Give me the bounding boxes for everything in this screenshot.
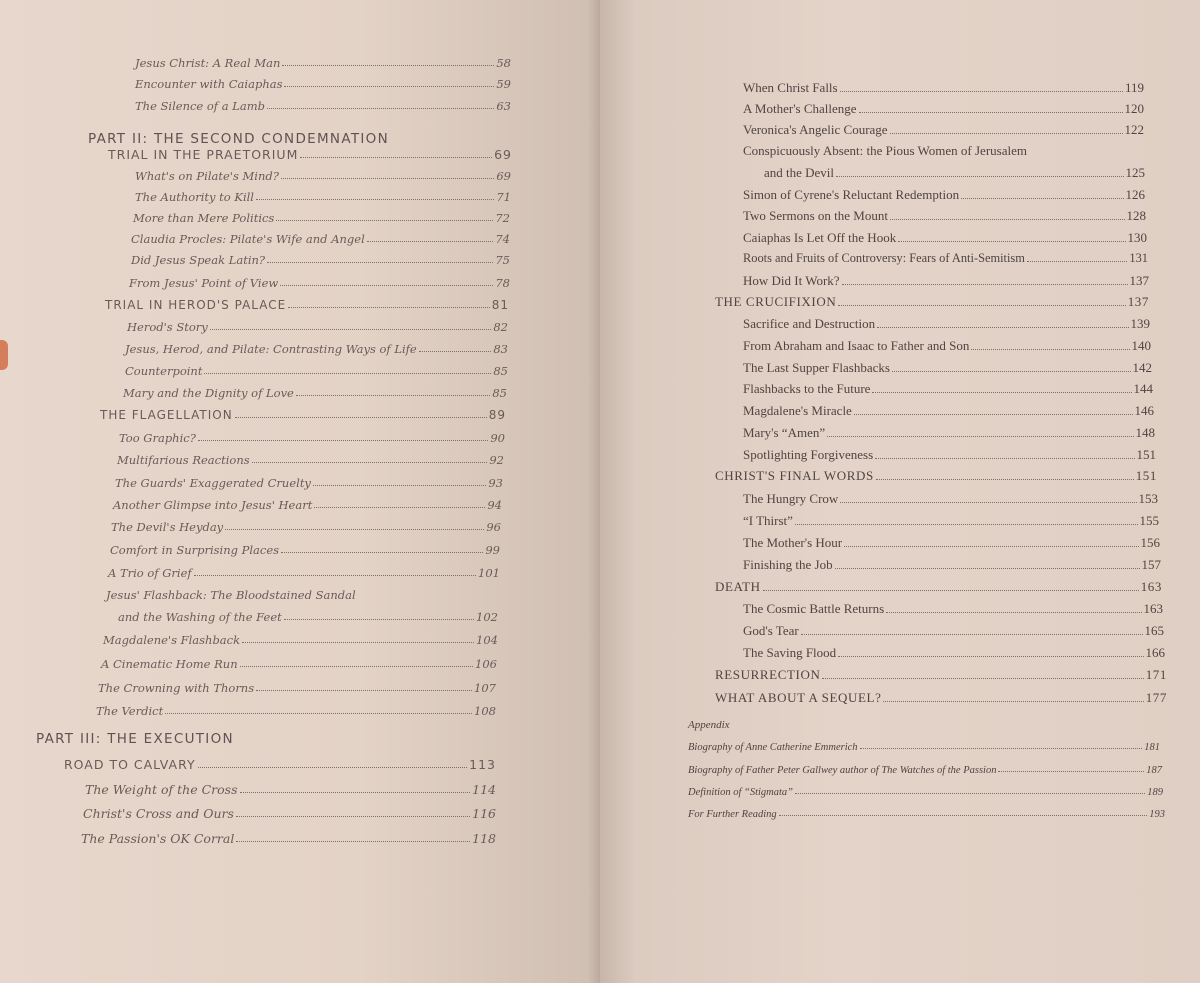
toc-entry[interactable]: Magdalene's Flashback 104	[103, 633, 498, 647]
toc-entry-line1: Conspicuously Absent: the Pious Women of Jerusalem	[743, 143, 1027, 158]
toc-entry[interactable]: Mary's “Amen” 148	[743, 425, 1155, 440]
toc-entry[interactable]: The Mother's Hour 156	[743, 535, 1160, 550]
toc-entry[interactable]: The Crowning with Thorns 107	[98, 681, 496, 695]
right-page	[600, 0, 1200, 983]
toc-entry[interactable]: Encounter with Caiaphas 59	[135, 77, 511, 91]
toc-entry[interactable]: Flashbacks to the Future 144	[743, 381, 1153, 396]
toc-entry[interactable]: Multifarious Reactions 92	[117, 453, 504, 467]
toc-entry[interactable]: From Abraham and Isaac to Father and Son 140	[743, 338, 1151, 353]
toc-entry[interactable]: The Silence of a Lamb 63	[135, 99, 511, 113]
toc-entry[interactable]: A Trio of Grief 101	[108, 566, 500, 580]
toc-entry[interactable]: Herod's Story 82	[127, 320, 508, 334]
toc-entry[interactable]: Finishing the Job 157	[743, 557, 1161, 572]
toc-entry[interactable]: Magdalene's Miracle 146	[743, 403, 1154, 418]
section-heading[interactable]: TRIAL IN HEROD'S PALACE 81	[105, 298, 509, 312]
toc-entry[interactable]: Mary and the Dignity of Love 85	[123, 386, 507, 400]
toc-entry[interactable]: Spotlighting Forgiveness 151	[743, 447, 1156, 462]
toc-entry[interactable]: When Christ Falls 119	[743, 80, 1144, 95]
toc-entry[interactable]: Jesus, Herod, and Pilate: Contrasting Ways of Life 83	[125, 342, 508, 356]
toc-entry[interactable]: Christ's Cross and Ours 116	[83, 806, 496, 821]
toc-entry[interactable]: Roots and Fruits of Controversy: Fears of Anti-Semitism 131	[743, 251, 1148, 265]
toc-entry[interactable]: Claudia Procles: Pilate's Wife and Angel 74	[131, 232, 510, 246]
toc-entry[interactable]: Jesus Christ: A Real Man 58	[135, 56, 511, 70]
toc-entry[interactable]: The Weight of the Cross 114	[85, 782, 496, 797]
toc-entry[interactable]: Definition of “Stigmata” 189	[688, 787, 1163, 798]
toc-entry[interactable]: Biography of Father Peter Gallwey author of The Watches of the Passion 187	[688, 765, 1162, 776]
appendix-title: Appendix	[688, 719, 730, 731]
section-heading[interactable]: WHAT ABOUT A SEQUEL? 177	[715, 690, 1167, 705]
toc-entry[interactable]: The Cosmic Battle Returns 163	[743, 601, 1163, 616]
toc-entry[interactable]: and the Devil 125	[764, 165, 1145, 180]
toc-entry[interactable]: Comfort in Surprising Places 99	[110, 543, 500, 557]
page-edge-mark	[0, 340, 8, 370]
toc-entry[interactable]: The Last Supper Flashbacks 142	[743, 360, 1152, 375]
toc-entry[interactable]: The Devil's Heyday 96	[111, 520, 501, 534]
toc-entry[interactable]: and the Washing of the Feet 102	[118, 610, 498, 624]
toc-entry[interactable]: God's Tear 165	[743, 623, 1164, 638]
section-heading[interactable]: CHRIST'S FINAL WORDS 151	[715, 468, 1157, 483]
part-heading: PART III: THE EXECUTION	[36, 731, 234, 747]
section-heading[interactable]: DEATH 163	[715, 579, 1162, 594]
toc-entry[interactable]: Veronica's Angelic Courage 122	[743, 122, 1144, 137]
toc-entry[interactable]: What's on Pilate's Mind? 69	[135, 169, 511, 183]
toc-entry[interactable]: Counterpoint 85	[125, 364, 508, 378]
toc-entry[interactable]: Two Sermons on the Mount 128	[743, 208, 1146, 223]
toc-entry[interactable]: “I Thirst” 155	[743, 513, 1159, 528]
section-heading[interactable]: THE FLAGELLATION 89	[100, 408, 506, 422]
toc-entry[interactable]: Caiaphas Is Let Off the Hook 130	[743, 230, 1147, 245]
toc-entry[interactable]: Did Jesus Speak Latin? 75	[131, 253, 510, 267]
toc-entry[interactable]: A Mother's Challenge 120	[743, 101, 1144, 116]
toc-entry[interactable]: From Jesus' Point of View 78	[129, 276, 510, 290]
toc-entry[interactable]: Biography of Anne Catherine Emmerich 181	[688, 742, 1160, 753]
toc-entry[interactable]: How Did It Work? 137	[743, 273, 1149, 288]
toc-entry[interactable]: More than Mere Politics 72	[133, 211, 510, 225]
toc-entry[interactable]: The Saving Flood 166	[743, 645, 1165, 660]
toc-entry[interactable]: Sacrifice and Destruction 139	[743, 316, 1150, 331]
toc-entry[interactable]: The Hungry Crow 153	[743, 491, 1158, 506]
section-heading[interactable]: THE CRUCIFIXION 137	[715, 294, 1149, 309]
section-heading[interactable]: ROAD TO CALVARY 113	[64, 757, 496, 772]
section-heading[interactable]: TRIAL IN THE PRAETORIUM 69	[108, 147, 512, 162]
section-heading[interactable]: RESURRECTION 171	[715, 667, 1167, 682]
part-heading: PART II: THE SECOND CONDEMNATION	[88, 131, 389, 147]
toc-entry[interactable]: For Further Reading 193	[688, 809, 1165, 820]
toc-entry[interactable]: Another Glimpse into Jesus' Heart 94	[113, 498, 502, 512]
toc-entry[interactable]: Simon of Cyrene's Reluctant Redemption 126	[743, 187, 1145, 202]
toc-entry[interactable]: The Verdict 108	[96, 704, 496, 718]
toc-entry[interactable]: The Guards' Exaggerated Cruelty 93	[115, 476, 503, 490]
toc-entry[interactable]: The Authority to Kill 71	[135, 190, 511, 204]
toc-entry-line1: Jesus' Flashback: The Bloodstained Sandal	[106, 588, 356, 602]
toc-entry[interactable]: Too Graphic? 90	[119, 431, 505, 445]
toc-entry[interactable]: A Cinematic Home Run 106	[101, 657, 497, 671]
toc-entry[interactable]: The Passion's OK Corral 118	[81, 831, 496, 846]
